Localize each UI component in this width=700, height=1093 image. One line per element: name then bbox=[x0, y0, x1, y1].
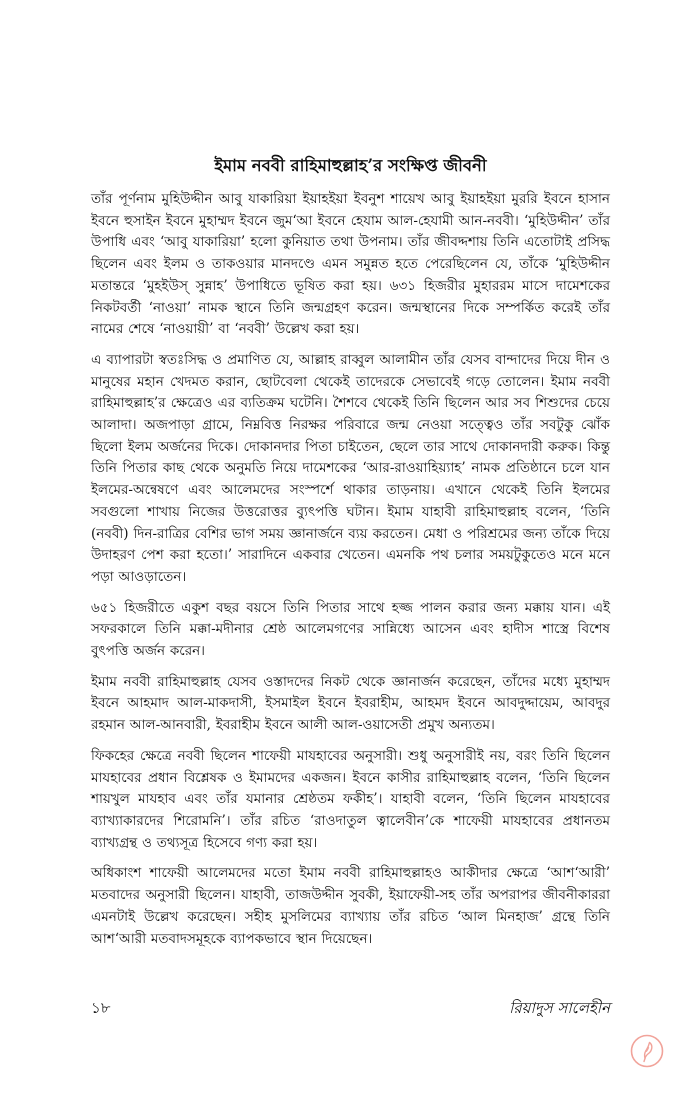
paragraph-6: অধিকাংশ শাফেয়ী আলেমদের মতো ইমাম নববী রাহিমাহুল্লাহও আকীদার ক্ষেত্রে ‘আশ‘আরী’ মতবাদের অনুসারী ছিলেন। যাহাবী, তাজউদ্দীন সুবকী, ইয়াফেয়ী-সহ তাঁর অপরাপর জীবনীকাররা এমনটাই উল্লেখ করেছেন। সহীহ মুসলিমের ব্যাখ্যায় তাঁর রচিত ‘আল মিনহাজ’ গ্রন্থে তিনি আশ‘আরী মতবাদসমূহকে ব্যাপকভাবে স্থান দিয়েছেন। bbox=[91, 865, 610, 947]
page-footer bbox=[91, 997, 610, 1021]
page-number: ১৮ bbox=[91, 999, 111, 1017]
paragraph-1: তাঁর পূর্ণনাম মুহিউদ্দীন আবু যাকারিয়া ইয়াহইয়া ইবনুশ শায়েখ আবু ইয়াহইয়া মুররি ইবনে হাসান ইবনে হুসাইন ইবনে মুহাম্মদ ইবনে জুম‘আ ইবনে হেযাম আল-হেযামী আন-নববী। ‘মুহিউদ্দীন’ তাঁর উপাধি এবং ‘আবু যাকারিয়া’ হলো কুনিয়াত তথা উপনাম। তাঁর জীবদ্দশায় তিনি এতোটাই প্রসিদ্ধ ছিলেন এবং ইলম ও তাকওয়ার মানদণ্ডে এমন সমুন্নত হতে পেরেছিলেন যে, তাঁকে ‘মুহিউদ্দীন মতান্তরে ‘মুহইউস্ সুন্নাহ’ উপাধিতে ভূষিত করা হয়। ৬৩১ হিজরীর মুহাররম মাসে দামেশকের নিকটবর্তী ‘নাওয়া’ নামক স্থানে তিনি জন্মগ্রহণ করেন। জন্মস্থানের দিকে সম্পর্কিত করেই তাঁর নামের শেষে ‘নাওয়ায়ী’ বা ‘নববী’ উল্লেখ করা হয়। bbox=[91, 191, 610, 338]
book-title: রিয়াদুস সালেহীন bbox=[509, 999, 610, 1017]
paragraph-3: ৬৫১ হিজরীতে একুশ বছর বয়সে তিনি পিতার সাথে হজ্জ পালন করার জন্য মক্কায় যান। এই সফরকালে তিনি মক্কা-মদীনার শ্রেষ্ঠ আলেমগণের সান্নিধ্যে আসেন এবং হাদীস শাস্ত্রে বিশেষ বুৎপত্তি অর্জন করেন। bbox=[91, 599, 610, 660]
paragraph-4: ইমাম নববী রাহিমাহুল্লাহ যেসব ওস্তাদদের নিকট থেকে জ্ঞানার্জন করেছেন, তাঁদের মধ্যে মুহাম্মদ ইবনে আহমাদ আল-মাকদাসী, ইসমাইল ইবনে ইবরাহীম, আহমদ ইবনে আবদুদ্দায়েম, আবদুর রহমান আল-আনবারী, ইবরাহীম ইবনে আলী আল-ওয়াসেতী প্রমুখ অন্যতম। bbox=[91, 673, 610, 734]
paragraph-2: এ ব্যাপারটা স্বতঃসিদ্ধ ও প্রমাণিত যে, আল্লাহ রাব্বুল আলামীন তাঁর যেসব বান্দাদের দিয়ে দীন ও মানুষের মহান খেদমত করান, ছোটবেলা থেকেই তাদেরকে সেভাবেই গড়ে তোলেন। ইমাম নববী রাহিমাহুল্লাহ’র ক্ষেত্রেও এর ব্যতিক্রম ঘটেনি। শৈশবে থেকেই তিনি ছিলেন আর সব শিশুদের চেয়ে আলাদা। অজপাড়া গ্রামে, নিম্নবিত্ত নিরক্ষর পরিবারে জন্ম নেওয়া সত্ত্বেও তাঁর সবটুকু ঝোঁক ছিলো ইলম অর্জনের দিকে। দোকানদার পিতা চাইতেন, ছেলে তার সাথে দোকানদারী করুক। কিন্তু তিনি পিতার কাছ থেকে অনুমতি নিয়ে দামেশকের ‘আর-রাওয়াহিয়্যাহ’ নামক প্রতিষ্ঠানে চলে যান ইলমের-অন্বেষণে এবং আলেমদের সংস্পর্শে থাকার তাড়নায়। এখানে থেকেই তিনি ইলমের সবগুলো শাখায় নিজের উত্তরোত্তর ব্যুৎপত্তি ঘটান। ইমাম যাহাবী রাহিমাহুল্লাহ বলেন, ‘তিনি (নববী) দিন-রাত্রির বেশির ভাগ সময় জ্ঞানার্জনে ব্যয় করতেন। মেধা ও পরিশ্রমের জন্য তাঁকে দিয়ে উদাহরণ পেশ করা হতো।’ সারাদিনে একবার খেতেন। এমনকি পথ চলার সময়টুকুতেও মনে মনে পড়া আওড়াতেন। bbox=[91, 351, 610, 585]
page-content bbox=[91, 155, 610, 959]
feather-logo-icon bbox=[630, 1034, 664, 1068]
page-title: ইমাম নববী রাহিমাহুল্লাহ’র সংক্ষিপ্ত জীবনী bbox=[214, 156, 487, 175]
paragraph-5: ফিকহের ক্ষেত্রে নববী ছিলেন শাফেয়ী মাযহাবের অনুসারী। শুধু অনুসারীই নয়, বরং তিনি ছিলেন মাযহাবের প্রধান বিশ্লেষক ও ইমামদের একজন। ইবনে কাসীর রাহিমাহুল্লাহ বলেন, ‘তিনি ছিলেন শায়খুল মাযহাব এবং তাঁর যমানার শ্রেষ্ঠতম ফকীহ’। যাহাবী বলেন, ‘তিনি ছিলেন মাযহাবের ব্যাখ্যাকারদের শিরোমনি’। তাঁর রচিত ‘রাওদাতুল ত্বালেবীন’কে শাফেয়ী মাযহাবের প্রধানতম ব্যাখ্যগ্রন্থ ও তথ্যসূত্র হিসেবে গণ্য করা হয়। bbox=[91, 747, 610, 851]
